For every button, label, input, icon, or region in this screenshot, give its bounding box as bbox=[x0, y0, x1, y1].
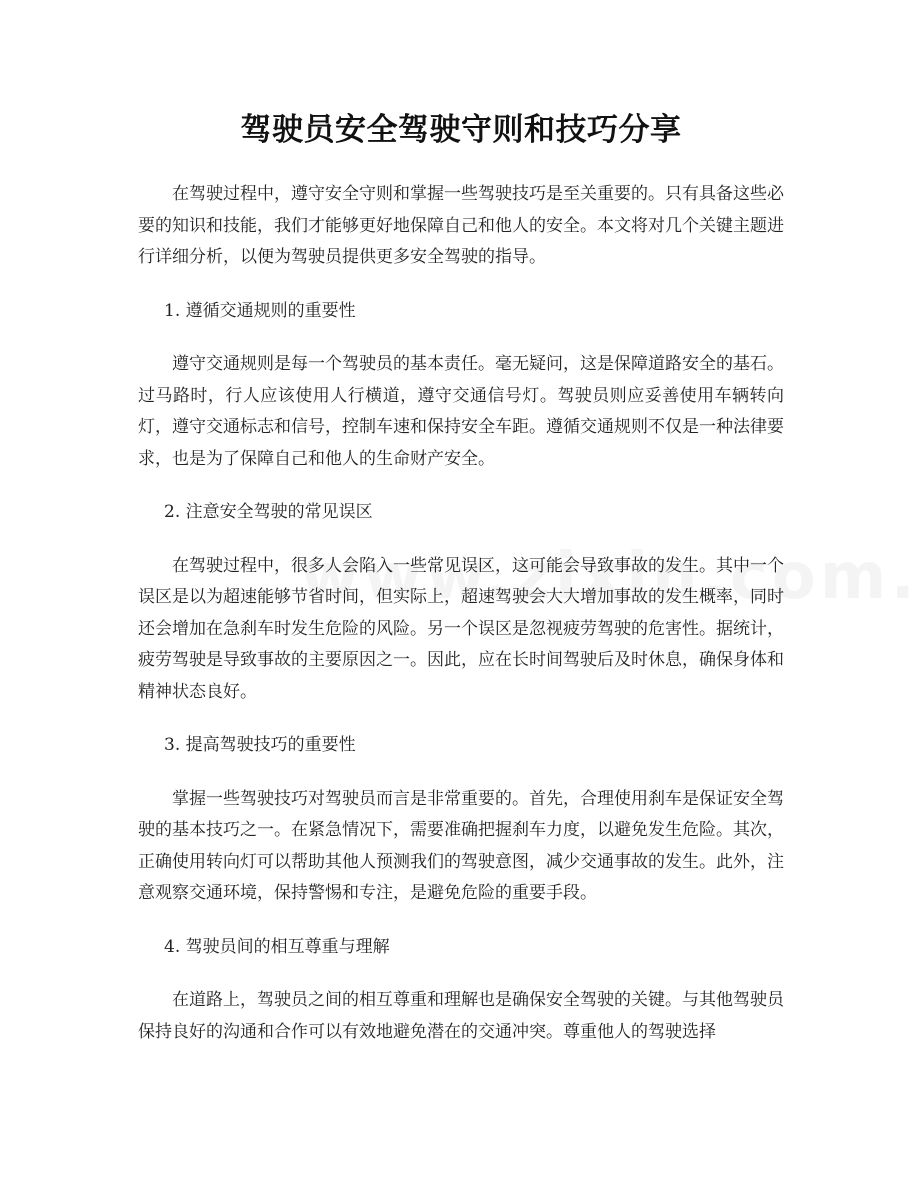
spacer bbox=[138, 152, 784, 179]
spacer bbox=[138, 529, 784, 551]
spacer bbox=[138, 475, 784, 497]
spacer bbox=[138, 910, 784, 932]
spacer bbox=[138, 963, 784, 985]
section-paragraph: 在道路上，驾驶员之间的相互尊重和理解也是确保安全驾驶的关键。与其他驾驶员保持良好的沟通和合作可以有效地避免潜在的交通冲突。尊重他人的驾驶选择 bbox=[138, 990, 784, 1042]
section-heading: 1. 遵循交通规则的重要性 bbox=[164, 300, 356, 321]
section-heading: 2. 注意安全驾驶的常见误区 bbox=[164, 502, 373, 522]
section-paragraph: 遵守交通规则是每一个驾驶员的基本责任。毫无疑问，这是保障道路安全的基石。过马路时，行人应该使用人行横道，遵守交通信号灯。驾驶员则应妥善使用车辆转向灯，遵守交通标志和信号，控制车速和保持安全车距。遵循交通规则不仅是一种法律要求，也是为了保障自己和他人的生命财产安全。 bbox=[138, 354, 784, 469]
document-title: 驾驶员安全驾驶守则和技巧分享 bbox=[240, 112, 682, 148]
spacer bbox=[138, 327, 784, 349]
section-heading: 4. 驾驶员间的相互尊重与理解 bbox=[164, 936, 390, 957]
section-heading: 3. 提高驾驶技巧的重要性 bbox=[164, 735, 356, 755]
intro-paragraph: 在驾驶过程中，遵守安全守则和掌握一些驾驶技巧是至关重要的。只有具备这些必要的知识和技能，我们才能够更好地保障自己和他人的安全。本文将对几个关键主题进行详细分析，以便为驾驶员提供更多安全驾驶的指导。 bbox=[138, 184, 784, 267]
section-paragraph: 掌握一些驾驶技巧对驾驶员而言是非常重要的。首先，合理使用刹车是保证安全驾驶的基本技巧之一。在紧急情况下，需要准确把握刹车力度，以避免发生危险。其次，正确使用转向灯可以帮助其他人预测我们的驾驶意图，减少交通事故的发生。此外，注意观察交通环境，保持警惕和专注，是避免危险的重要手段。 bbox=[138, 788, 784, 903]
section-paragraph: 在驾驶过程中，很多人会陷入一些常见误区，这可能会导致事故的发生。其中一个误区是以为超速能够节省时间，但实际上，超速驾驶会大大增加事故的发生概率，同时还会增加在急刹车时发生危险的风险。另一个误区是忽视疲劳驾驶的危害性。据统计，疲劳驾驶是导致事故的主要原因之一。因此，应在长时间驾驶后及时休息，确保身体和精神状态良好。 bbox=[138, 555, 784, 702]
spacer bbox=[138, 708, 784, 730]
spacer bbox=[138, 274, 784, 296]
spacer bbox=[138, 762, 784, 784]
